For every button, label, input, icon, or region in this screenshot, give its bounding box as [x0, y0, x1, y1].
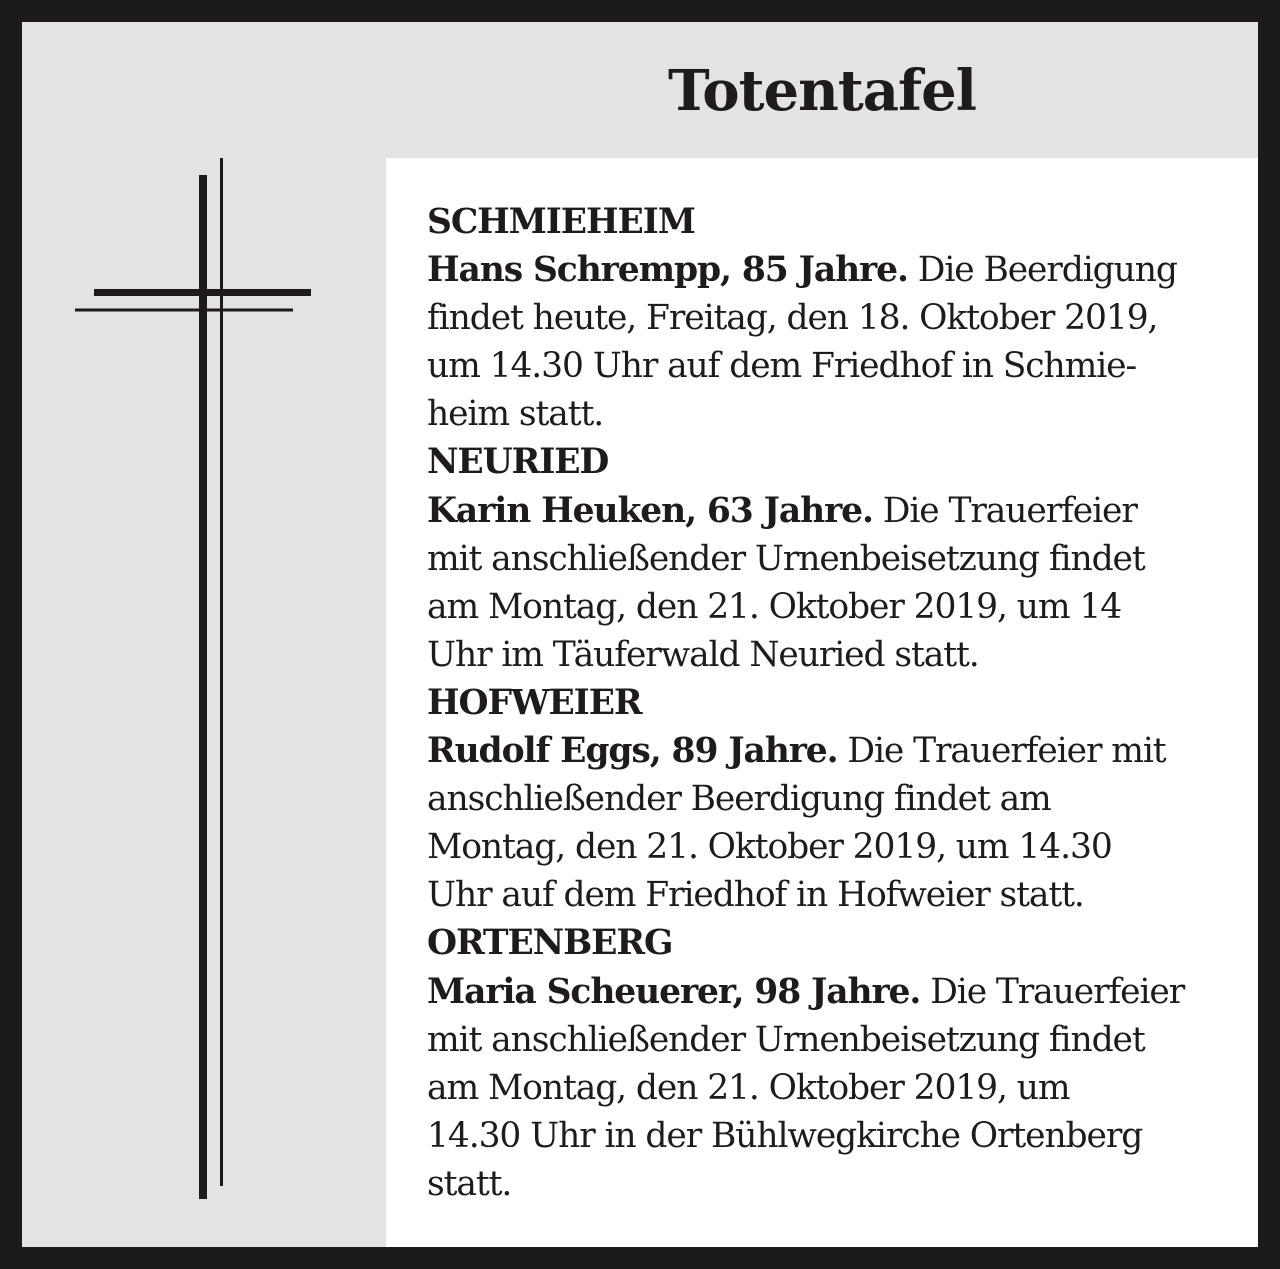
entry-first-line — [427, 968, 1227, 1016]
entry-place: NEURIED — [427, 442, 609, 483]
entry-text: anschließender Beerdigung findet am — [427, 779, 1051, 820]
entry-first-line — [427, 246, 1227, 294]
entry-name: Rudolf Eggs, 89 Jahre. — [427, 731, 838, 772]
entry-text: 14.30 Uhr in der Bühlwegkirche Ortenberg — [427, 1115, 1143, 1156]
entry-text: Die Trauerfeier — [872, 490, 1137, 531]
notice-entry — [427, 438, 1227, 678]
entry-text: statt. — [427, 1163, 512, 1204]
entry-text: um 14.30 Uhr auf dem Friedhof in Schmie- — [427, 346, 1137, 387]
entry-name: Karin Heuken, 63 Jahre. — [427, 490, 873, 531]
entry-place: HOFWEIER — [427, 682, 642, 723]
entry-place: ORTENBERG — [427, 923, 673, 964]
entry-text: findet heute, Freitag, den 18. Oktober 2019, — [427, 298, 1158, 339]
notice-panel — [386, 158, 1258, 1247]
entry-place: SCHMIEHEIM — [427, 202, 695, 242]
notice-entry — [427, 198, 1227, 438]
entry-first-line — [427, 727, 1227, 775]
entry-text: Die Trauerfeier — [920, 971, 1185, 1012]
entry-name: Maria Scheuerer, 98 Jahre. — [427, 971, 921, 1012]
notice-entry — [427, 919, 1227, 1208]
entry-text: Uhr im Täuferwald Neuried statt. — [427, 634, 979, 675]
notice-entry — [427, 679, 1227, 919]
entry-text: Montag, den 21. Oktober 2019, um 14.30 — [427, 827, 1112, 868]
entry-text: Die Trauerfeier mit — [837, 731, 1166, 772]
entry-text: heim statt. — [427, 394, 604, 435]
entry-text: mit anschließender Urnenbeisetzung findet — [427, 538, 1145, 579]
page-title: Totentafel — [668, 58, 976, 124]
entry-text: Uhr auf dem Friedhof in Hofweier statt. — [427, 875, 1084, 916]
entry-text: am Montag, den 21. Oktober 2019, um 14 — [427, 586, 1122, 627]
entry-text: mit anschließender Urnenbeisetzung findet — [427, 1019, 1145, 1060]
entry-text: Die Beerdigung — [907, 250, 1177, 291]
entry-text: am Montag, den 21. Oktober 2019, um — [427, 1067, 1070, 1108]
entry-name: Hans Schrempp, 85 Jahre. — [427, 250, 908, 291]
notice-list — [427, 198, 1227, 1208]
entry-first-line — [427, 487, 1227, 535]
cross-icon — [22, 22, 322, 1212]
